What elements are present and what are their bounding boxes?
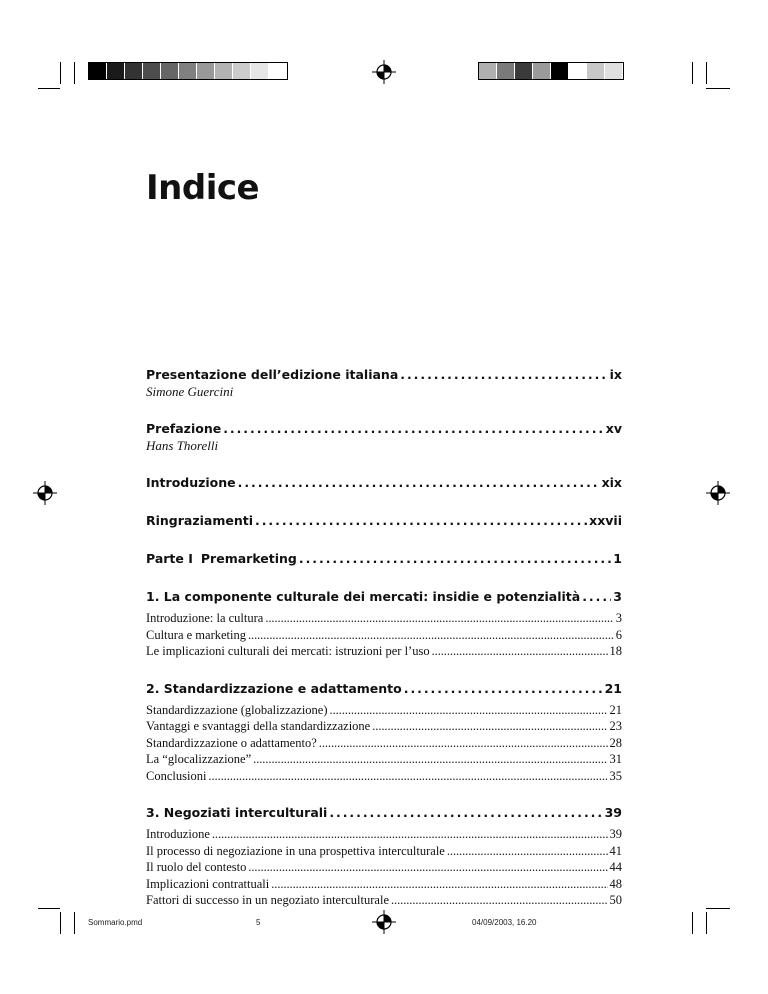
toc-title: 2. Standardizzazione e adattamento <box>146 680 402 696</box>
dot-leader <box>372 718 607 735</box>
toc-title: Presentazione dell’edizione italiana <box>146 367 399 382</box>
toc-page: 21 <box>609 702 622 717</box>
toc-page: 31 <box>609 752 622 766</box>
color-swatch <box>479 63 497 79</box>
toc-entry-parte-1 <box>146 550 622 568</box>
color-swatch <box>107 63 125 79</box>
toc-section-line[interactable] <box>146 627 622 644</box>
toc-page: 23 <box>609 719 622 733</box>
dot-leader <box>271 876 607 893</box>
footer-filename: Sommario.pmd <box>88 918 143 927</box>
toc-section-line[interactable] <box>146 859 622 876</box>
color-swatch <box>233 63 251 79</box>
color-swatch <box>179 63 197 79</box>
toc-page: 39 <box>604 805 622 820</box>
toc-part-label: Parte I <box>146 551 193 566</box>
dot-leader <box>404 680 603 698</box>
toc-page: 50 <box>609 893 622 907</box>
registration-mark-icon <box>372 60 396 84</box>
color-swatch <box>125 63 143 79</box>
toc-page: 3 <box>613 589 622 604</box>
toc-section-title: Standardizzazione o adattamento? <box>146 735 317 750</box>
toc-title: Prefazione <box>146 421 222 436</box>
toc-entry-presentazione <box>146 366 622 400</box>
color-swatch <box>143 63 161 79</box>
color-swatch <box>269 63 287 79</box>
dot-leader <box>582 588 611 606</box>
toc-page: 39 <box>609 827 622 841</box>
toc-section-line[interactable] <box>146 751 622 768</box>
toc-entry-ringraziamenti <box>146 512 622 530</box>
color-swatch <box>197 63 215 79</box>
color-bar-right <box>478 62 624 80</box>
color-swatch <box>215 63 233 79</box>
toc-section-line[interactable] <box>146 768 622 785</box>
toc-section-line[interactable] <box>146 702 622 719</box>
color-swatch <box>251 63 269 79</box>
footer-datetime: 04/09/2003, 16.20 <box>472 918 537 927</box>
toc-page: 21 <box>604 680 622 696</box>
color-swatch <box>569 63 587 79</box>
toc-section-title: Il ruolo del contesto <box>146 860 247 874</box>
toc-title: Ringraziamenti <box>146 513 254 528</box>
toc-section-line[interactable] <box>146 735 622 752</box>
toc-section-title: Conclusioni <box>146 768 207 783</box>
toc-page: 28 <box>609 735 622 750</box>
toc-section-title: Le implicazioni culturali dei mercati: istruzioni per l’uso <box>146 644 430 658</box>
dot-leader <box>248 859 607 876</box>
toc-author: Simone Guercini <box>146 384 234 399</box>
toc-author: Hans Thorelli <box>146 438 219 453</box>
dot-leader <box>391 892 608 909</box>
toc-page: 6 <box>615 627 622 642</box>
footer-page-number: 5 <box>256 918 261 927</box>
toc-part-line[interactable] <box>146 550 622 568</box>
dot-leader <box>400 366 607 384</box>
color-swatch <box>515 63 533 79</box>
toc-section-title: Introduzione: la cultura <box>146 611 264 625</box>
toc-section-line[interactable] <box>146 643 622 660</box>
toc-page: 3 <box>615 611 622 625</box>
toc-section-line[interactable] <box>146 892 622 909</box>
toc-section-title: Introduzione <box>146 827 210 841</box>
toc-chapter-line[interactable] <box>146 680 622 698</box>
registration-mark-icon <box>33 481 57 505</box>
toc-chapter-line[interactable] <box>146 804 622 822</box>
toc-page: ix <box>609 367 622 382</box>
toc-section-title: Implicazioni contrattuali <box>146 876 270 891</box>
toc-title: 3. Negoziati interculturali <box>146 805 328 820</box>
dot-leader <box>447 843 608 860</box>
grayscale-bar-left <box>88 62 288 80</box>
toc-chapter-line[interactable] <box>146 512 622 530</box>
toc-title: Introduzione <box>146 475 236 490</box>
toc-entry-introduzione <box>146 474 622 492</box>
toc-page: xv <box>605 421 622 436</box>
toc-chapter-3 <box>146 804 622 909</box>
toc-section-line[interactable] <box>146 876 622 893</box>
toc-section-title: Cultura e marketing <box>146 627 246 642</box>
color-swatch <box>605 63 623 79</box>
toc-section-title: Standardizzazione (globalizzazione) <box>146 702 328 717</box>
registration-mark-icon <box>706 481 730 505</box>
toc-section-line[interactable] <box>146 826 622 843</box>
dot-leader <box>248 627 614 644</box>
color-swatch <box>161 63 179 79</box>
toc-chapter-line[interactable] <box>146 474 622 492</box>
toc-chapter-line[interactable] <box>146 366 622 384</box>
toc-page: 35 <box>609 768 622 783</box>
dot-leader <box>238 474 600 492</box>
toc-page: xix <box>601 475 622 490</box>
color-swatch <box>551 63 569 79</box>
toc-page: 44 <box>609 860 622 874</box>
toc-section-title: Fattori di successo in un negoziato interculturale <box>146 893 389 907</box>
toc-entry-prefazione <box>146 420 622 454</box>
dot-leader <box>329 804 602 822</box>
dot-leader <box>212 826 608 843</box>
dot-leader <box>223 420 604 438</box>
toc-page: 18 <box>609 644 622 658</box>
toc-page: 41 <box>609 843 622 858</box>
toc-page: 48 <box>609 876 622 891</box>
toc-chapter-1 <box>146 588 622 660</box>
dot-leader <box>255 512 587 530</box>
color-swatch <box>533 63 551 79</box>
toc-title: 1. La componente culturale dei mercati: insidie e potenzialità <box>146 589 581 604</box>
dot-leader <box>208 768 607 785</box>
toc-title: Premarketing <box>200 551 297 566</box>
color-swatch <box>89 63 107 79</box>
dot-leader <box>330 702 608 719</box>
dot-leader <box>265 610 613 627</box>
color-swatch <box>587 63 605 79</box>
table-of-contents <box>146 366 622 929</box>
dot-leader <box>253 751 607 768</box>
toc-page: 1 <box>613 551 622 566</box>
toc-section-title: Il processo di negoziazione in una prospettiva interculturale <box>146 843 445 858</box>
dot-leader <box>299 550 611 568</box>
toc-section-line[interactable] <box>146 718 622 735</box>
toc-chapter-line[interactable] <box>146 588 622 606</box>
dot-leader <box>432 643 608 660</box>
color-swatch <box>497 63 515 79</box>
page-title: Indice <box>146 168 260 208</box>
toc-section-line[interactable] <box>146 843 622 860</box>
toc-section-line[interactable] <box>146 610 622 627</box>
toc-chapter-line[interactable] <box>146 420 622 438</box>
toc-page: xxvii <box>589 513 622 528</box>
dot-leader <box>319 735 608 752</box>
toc-chapter-2 <box>146 680 622 785</box>
toc-section-title: La “glocalizzazione” <box>146 752 252 766</box>
toc-section-title: Vantaggi e svantaggi della standardizzazione <box>146 719 371 733</box>
